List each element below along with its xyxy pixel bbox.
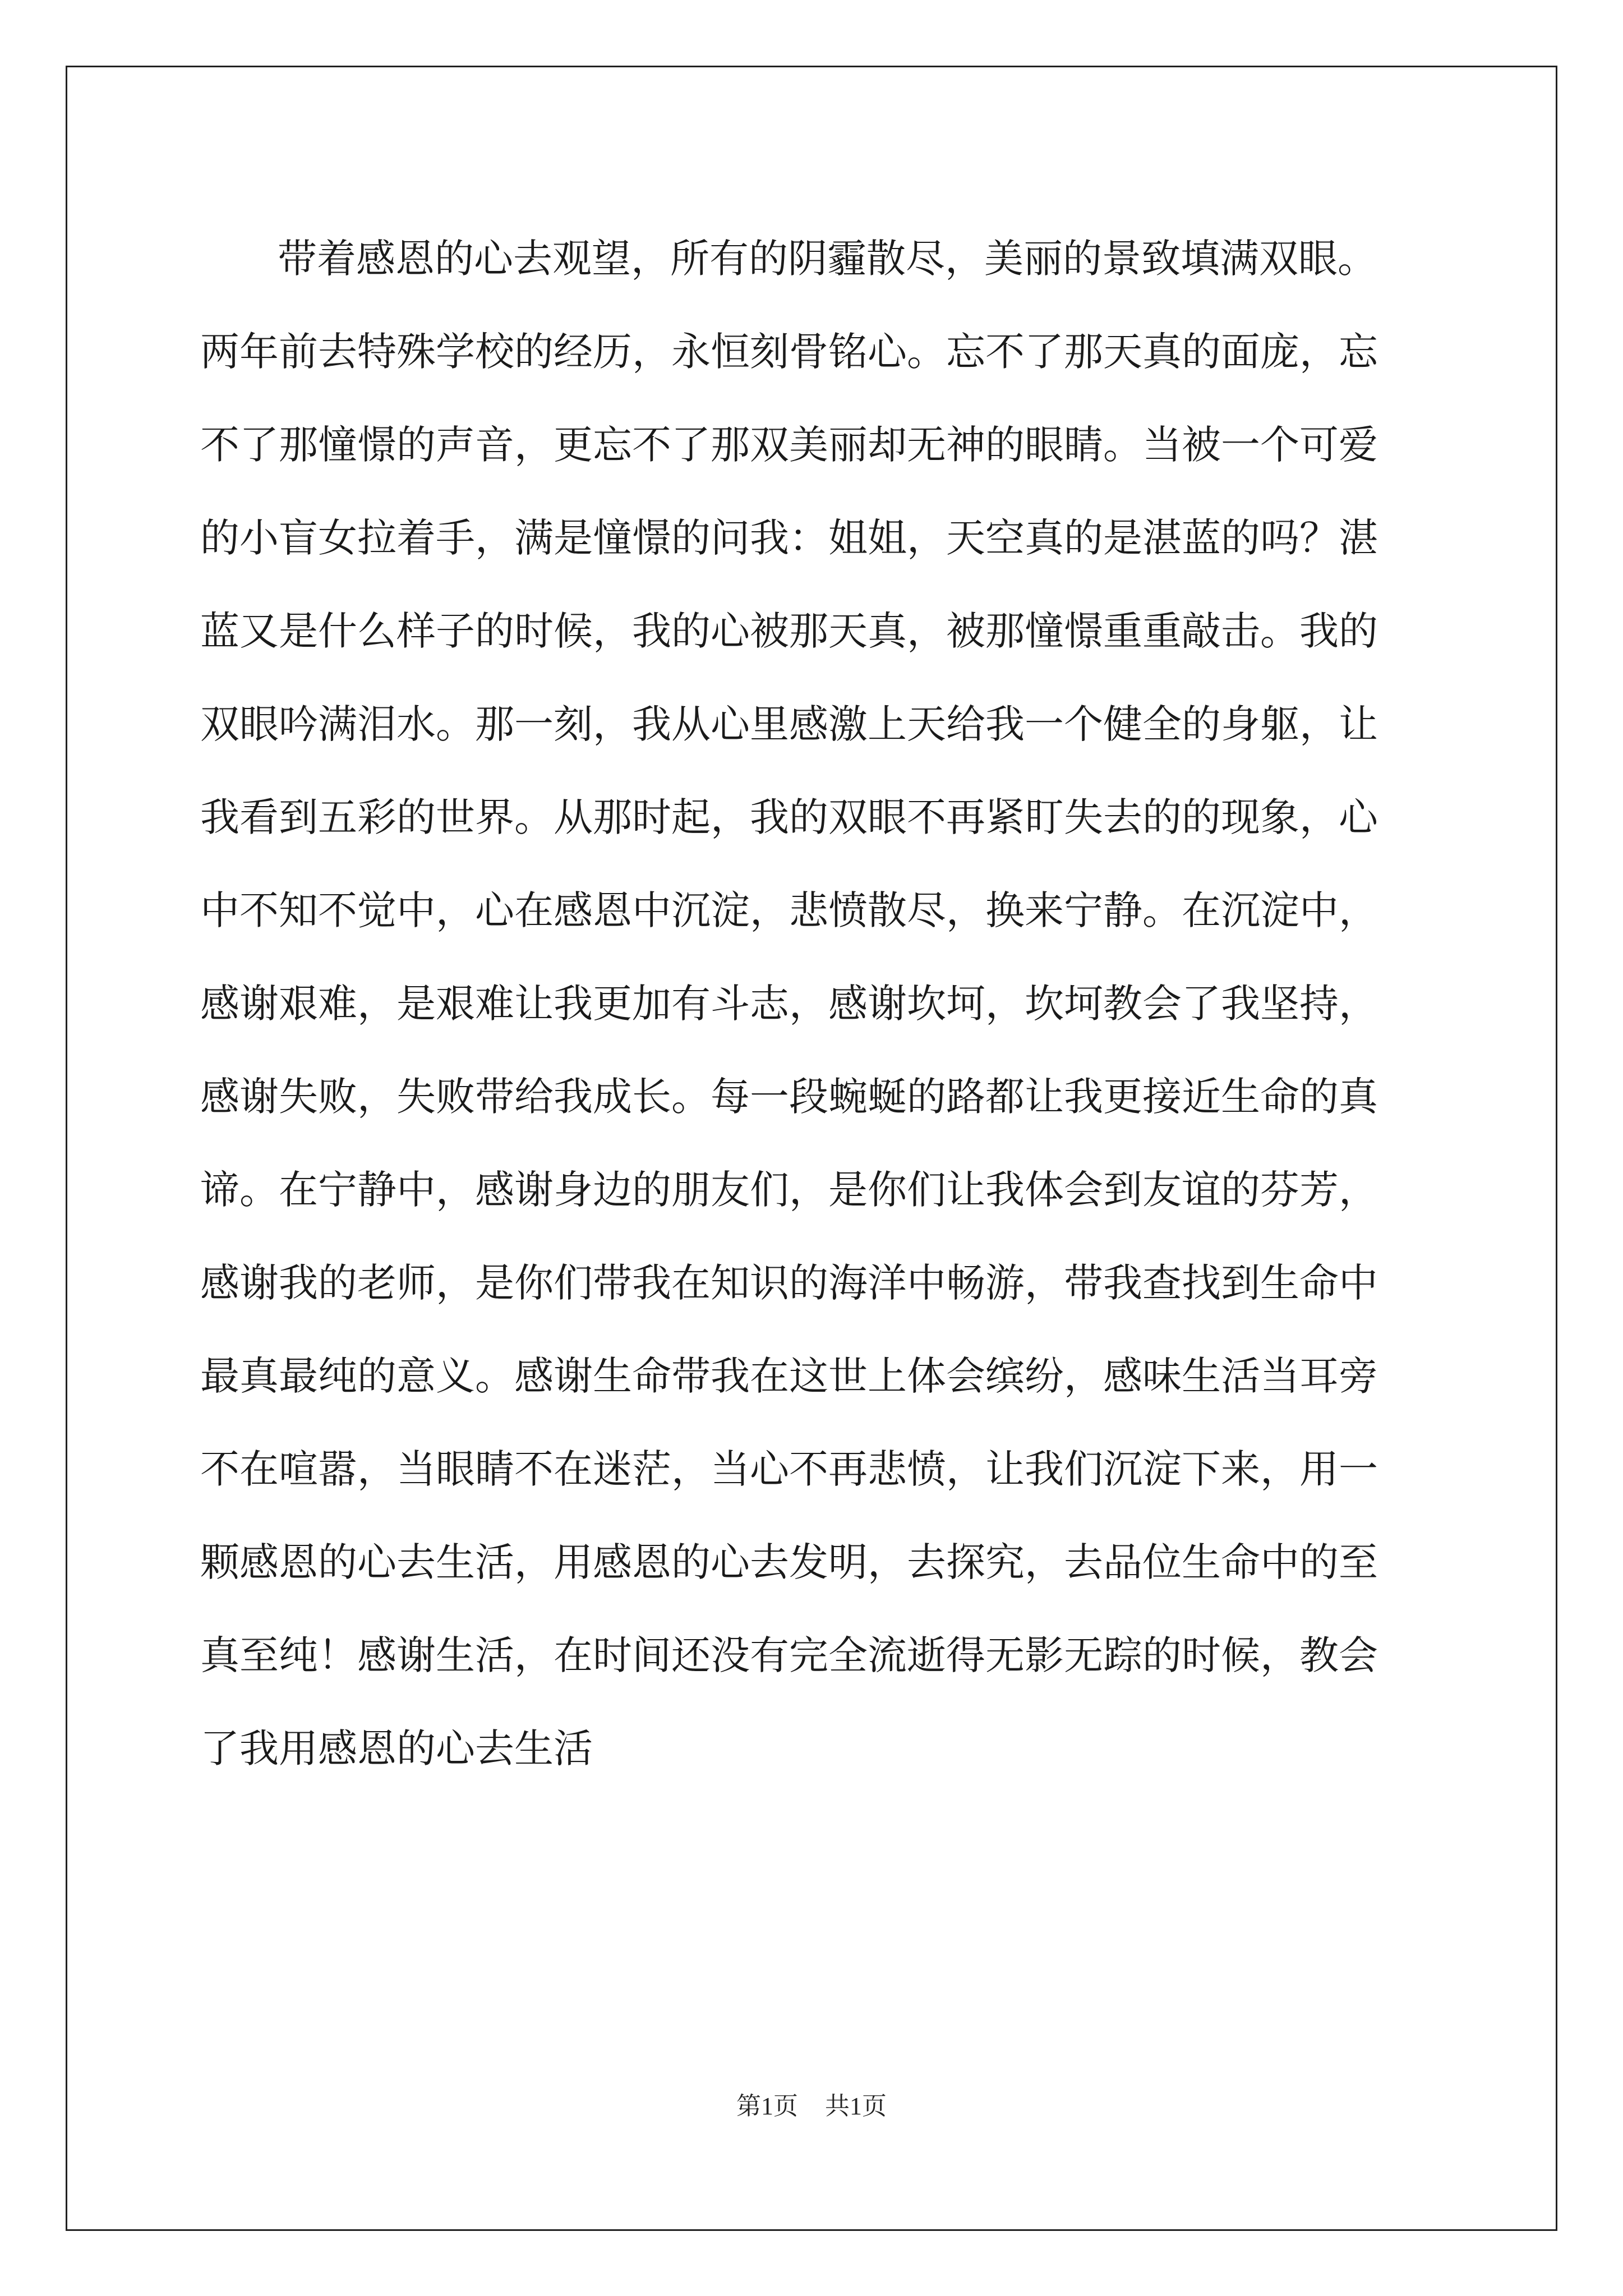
text-line: 带着感恩的心去观望，所有的阴霾散尽，美丽的景致填满双眼。 [278, 236, 1377, 282]
text-line: 最真最纯的意义。感谢生命带我在这世上体会缤纷，感味生活当耳旁 [200, 1353, 1378, 1399]
text-line: 感谢失败，失败带给我成长。每一段蜿蜒的路都让我更接近生命的真 [200, 1074, 1378, 1120]
text-line: 两年前去特殊学校的经历，永恒刻骨铭心。忘不了那天真的面庞，忘 [200, 329, 1378, 375]
text-line: 感谢艰难，是艰难让我更加有斗志，感谢坎坷，坎坷教会了我坚持， [200, 981, 1378, 1027]
text-line: 感谢我的老师，是你们带我在知识的海洋中畅游，带我查找到生命中 [200, 1260, 1378, 1306]
text-line: 蓝又是什么样子的时候，我的心被那天真，被那憧憬重重敲击。我的 [200, 608, 1378, 654]
text-line: 了我用感恩的心去生活 [200, 1726, 593, 1772]
text-line: 颗感恩的心去生活，用感恩的心去发明，去探究，去品位生命中的至 [200, 1539, 1378, 1585]
text-line: 的小盲女拉着手，满是憧憬的问我：姐姐，天空真的是湛蓝的吗？湛 [200, 515, 1378, 561]
text-line: 不在喧嚣，当眼睛不在迷茫，当心不再悲愤，让我们沉淀下来，用一 [200, 1446, 1378, 1492]
text-line: 我看到五彩的世界。从那时起，我的双眼不再紧盯失去的的现象，心 [200, 794, 1378, 840]
page-total: 共1页 [825, 2092, 887, 2120]
text-line: 双眼吟满泪水。那一刻，我从心里感激上天给我一个健全的身躯，让 [200, 701, 1378, 747]
text-line: 不了那憧憬的声音，更忘不了那双美丽却无神的眼睛。当被一个可爱 [200, 422, 1378, 468]
text-line: 谛。在宁静中，感谢身边的朋友们，是你们让我体会到友谊的芬芳， [200, 1167, 1378, 1213]
text-line: 真至纯！感谢生活，在时间还没有完全流逝得无影无踪的时候，教会 [200, 1632, 1378, 1678]
page-number: 第1页 [736, 2092, 798, 2120]
text-line: 中不知不觉中，心在感恩中沉淀，悲愤散尽，换来宁静。在沉淀中， [200, 887, 1378, 933]
body-paragraph [200, 212, 1423, 1795]
page-footer [0, 2086, 1623, 2122]
